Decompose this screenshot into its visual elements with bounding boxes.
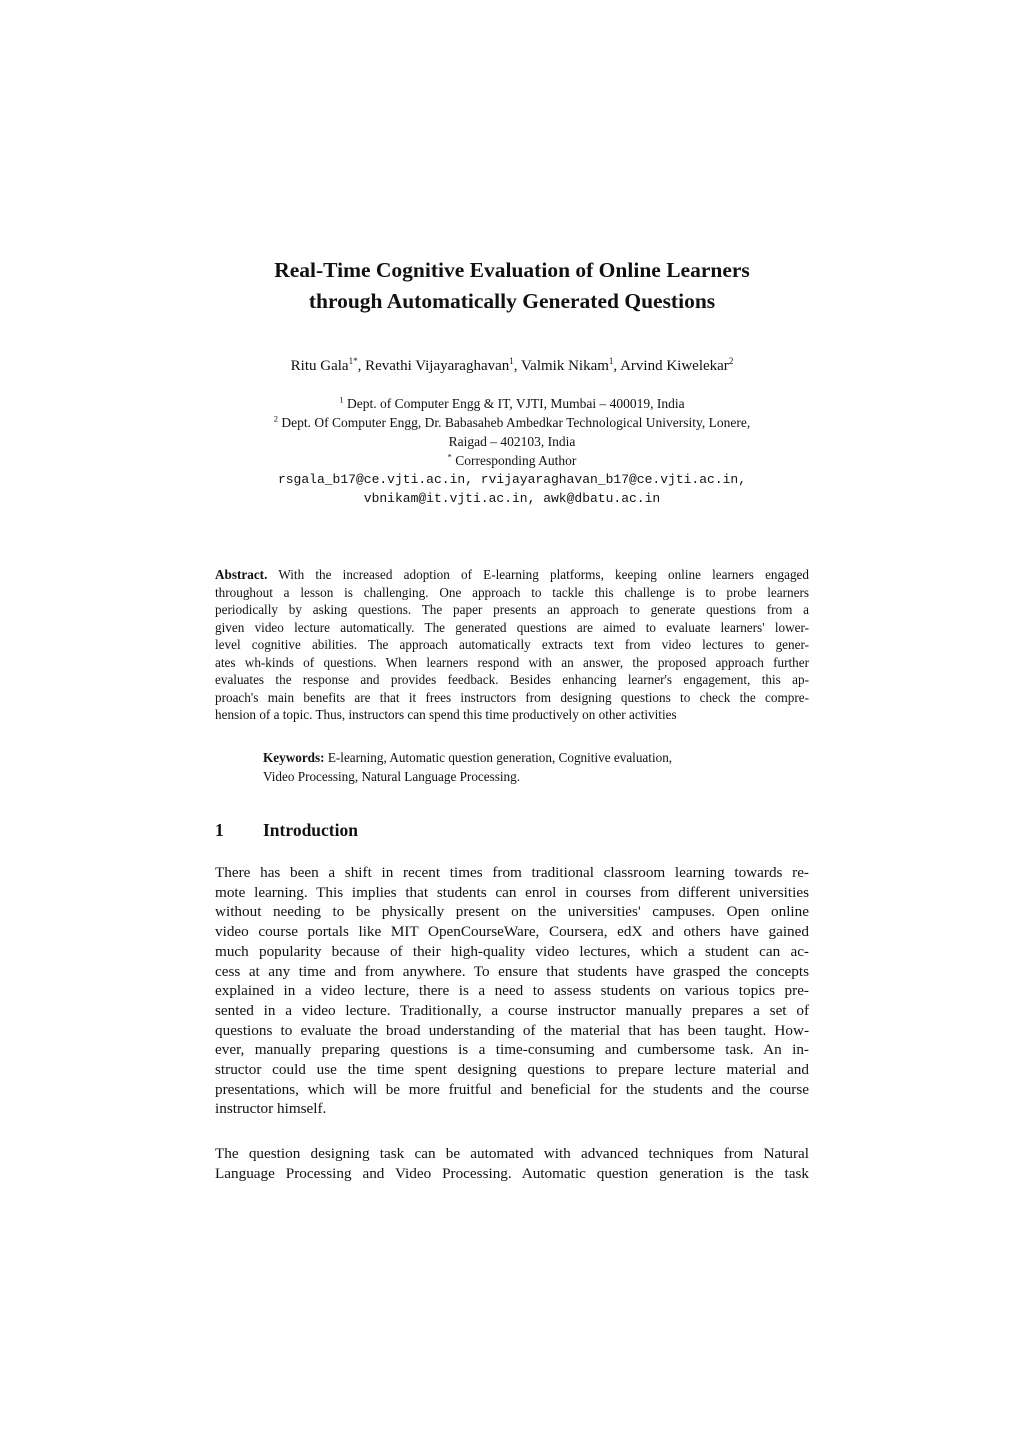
- author-affil-mark: 1: [509, 356, 514, 366]
- abstract-text: With the increased adoption of E-learning platforms, keeping online learners engaged: [278, 567, 810, 582]
- author-name: Valmik Nikam: [521, 358, 609, 374]
- body-line: structor could use the time spent designing questions to prepare lecture material and: [215, 1061, 809, 1079]
- abstract-label: Abstract.: [215, 567, 268, 582]
- keywords: [263, 748, 783, 786]
- abstract-line: throughout a lesson is challenging. One approach to tackle this challenge is to probe learners: [215, 584, 809, 600]
- emails-line-1: rsgala_b17@ce.vjti.ac.in, rvijayaraghavan_b17@ce.vjti.ac.in,: [277, 472, 747, 487]
- affiliation-text: Dept. Of Computer Engg, Dr. Babasaheb Ambedkar Technological University, Lonere,: [281, 415, 751, 430]
- body-line: The question designing task can be automated with advanced techniques from Natural: [215, 1145, 809, 1162]
- introduction-paragraph-2: [215, 1144, 809, 1183]
- paper-title: [180, 255, 844, 317]
- affiliation-1: [180, 394, 844, 413]
- keywords-label: Keywords:: [263, 750, 325, 765]
- body-line: sented in a video lecture. Traditionally, a course instructor manually prepares a set of: [215, 1001, 809, 1019]
- affiliation-mark: 1: [339, 394, 344, 405]
- keywords-text: E-learning, Automatic question generation, Cognitive evaluation,: [327, 750, 673, 765]
- body-line: cess at any time and from anywhere. To ensure that students have grasped the concepts: [215, 962, 809, 980]
- abstract-line: hension of a topic. Thus, instructors can spend this time productively on other activities: [215, 707, 677, 722]
- title-line-1: Real-Time Cognitive Evaluation of Online Learners: [274, 258, 750, 282]
- affiliation-2: [180, 413, 844, 432]
- body-line: ever, manually preparing questions is a time-consuming and cumbersome task. An in-: [215, 1041, 809, 1059]
- body-line: mote learning. This implies that students can enrol in courses from different universities: [215, 883, 809, 901]
- affiliations: [180, 394, 844, 470]
- author-affil-mark: 1*: [348, 356, 358, 366]
- title-line-2: through Automatically Generated Questions: [308, 289, 716, 313]
- body-line: presentations, which will be more fruitful and beneficial for the students and the course: [215, 1080, 809, 1098]
- author-affil-mark: 1: [608, 356, 614, 366]
- introduction-paragraph-1: [215, 863, 809, 1119]
- abstract-line: level cognitive abilities. The approach automatically extracts text from video lectures to gener-: [215, 637, 809, 652]
- body-line: instructor himself.: [215, 1100, 327, 1118]
- abstract-line: evaluates the response and provides feedback. Besides enhancing learner's engagement, this ap-: [215, 672, 809, 687]
- author-list: Ritu Gala$^{1*}$, Revathi Vijayaraghavan$^1$, Valmik Nikam$^1$, Arvind Kiwelekar$^2$: [290, 356, 734, 374]
- emails-line-2: vbnikam@it.vjti.ac.in, awk@dbatu.ac.in: [363, 491, 661, 506]
- body-line: without needing to be physically present on the universities' campuses. Open online: [215, 903, 809, 921]
- author-name: Arvind Kiwelekar: [620, 358, 729, 374]
- corresponding-text: Corresponding Author: [455, 453, 577, 468]
- abstract: [215, 566, 809, 724]
- affiliation-2-cont: Raigad – 402103, India: [448, 434, 576, 449]
- corresponding-mark: *: [447, 451, 452, 462]
- author-affil-mark: 2: [728, 356, 734, 366]
- keywords-line-2: Video Processing, Natural Language Processing.: [263, 769, 521, 784]
- author-emails: [180, 470, 844, 508]
- section-title: Introduction: [263, 820, 358, 840]
- body-line: video course portals like MIT OpenCourseWare, Coursera, edX and others have gained: [215, 923, 809, 941]
- body-line: much popularity because of their high-quality video lectures, which a student can ac-: [215, 942, 809, 960]
- abstract-line: periodically by asking questions. The paper presents an approach to generate questions from a: [215, 602, 809, 617]
- author-name: Revathi Vijayaraghavan: [365, 358, 510, 374]
- abstract-line: [215, 566, 809, 584]
- author-name: Ritu Gala: [290, 358, 349, 374]
- abstract-line: proach's main benefits are that it frees instructors from designing questions to check the compre-: [215, 689, 809, 705]
- body-line: There has been a shift in recent times from traditional classroom learning towards re-: [215, 864, 809, 881]
- corresponding-author-note: [180, 451, 844, 470]
- section-heading-introduction: [215, 818, 358, 842]
- keywords-line-1: [263, 748, 783, 767]
- body-line: Language Processing and Video Processing. Automatic question generation is the task: [215, 1164, 809, 1182]
- abstract-line: given video lecture automatically. The generated questions are aimed to evaluate learners' lower-: [215, 619, 809, 635]
- body-line: explained in a video lecture, there is a need to assess students on various topics pre-: [215, 982, 809, 1000]
- body-line: questions to evaluate the broad understanding of the material that has been taught. How-: [215, 1021, 809, 1039]
- affiliation-mark: 2: [273, 413, 279, 424]
- affiliation-text: Dept. of Computer Engg & IT, VJTI, Mumbai – 400019, India: [346, 396, 685, 411]
- abstract-line: ates wh-kinds of questions. When learners respond with an answer, the proposed approach further: [215, 654, 809, 670]
- section-number: 1: [215, 820, 224, 840]
